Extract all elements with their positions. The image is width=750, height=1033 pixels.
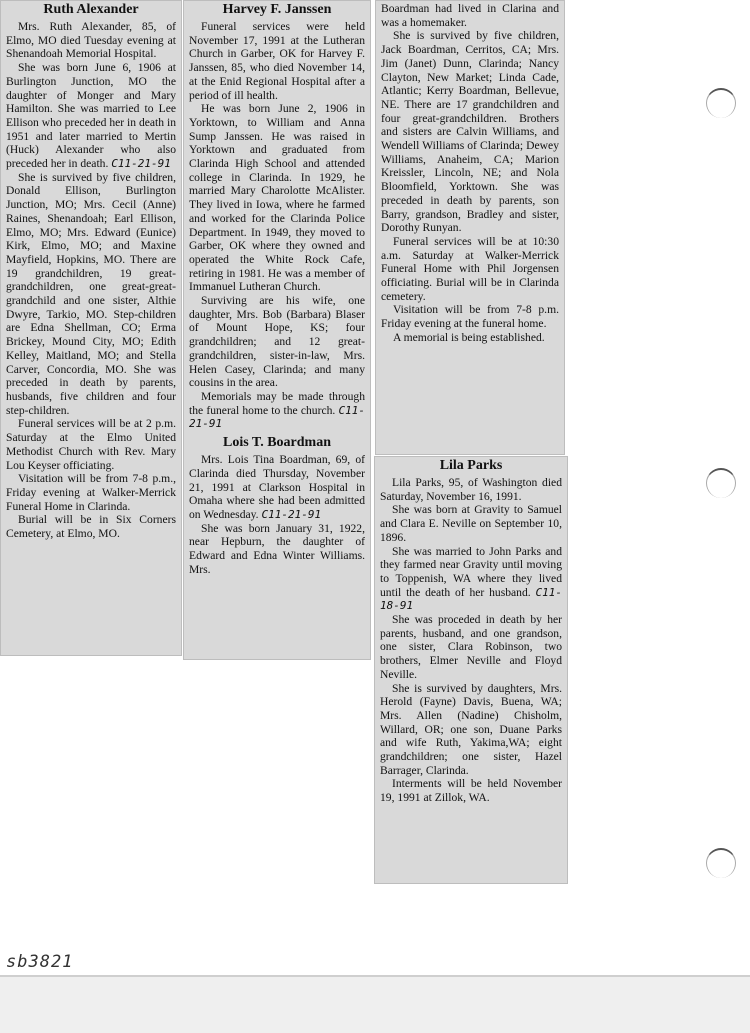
obituary-paragraph: She is survived by daughters, Mrs. Herold (Fayne) Davis, Buena, WA; Mrs. Allen (Nadine) Chisholm, Willard, OR; one son, Duane Parks and wife Ruth, Yakima,WA; eight grandchildren; one sister, Hazel Barrager, Clarinda.: [380, 681, 562, 777]
obituary-paragraph: [6, 61, 176, 171]
obituary-title: Ruth Alexander: [43, 2, 139, 17]
obituary-ruth-alexander: [0, 0, 182, 656]
obituary-lila-parks: [374, 456, 568, 884]
obituary-paragraph: Mrs. Ruth Alexander, 85, of Elmo, MO died Tuesday evening at Shenandoah Memorial Hospital.: [6, 20, 176, 61]
obituary-paragraph: She was born January 31, 1922, near Hepburn, the daughter of Edward and Edna Winter Williams. Mrs.: [189, 521, 365, 576]
obituary-paragraph: Surviving are his wife, one daughter, Mrs. Bob (Barbara) Blaser of Mount Hope, KS; four grandchildren; and 12 great-grandchildren, sister-in-law, Mrs. Helen Casey, Clarinda; and many cousins in the area.: [189, 294, 365, 390]
obituary-paragraph: Funeral services were held November 17, 1991 at the Lutheran Church in Garber, OK for Harvey F. Janssen, 85, who died November 14, at the Enid Regional Hospital after a period of ill health.: [189, 20, 365, 102]
obituary-paragraph: Funeral services will be at 2 p.m. Saturday at the Elmo United Methodist Church with Rev. Mary Lou Keyser officiating.: [6, 417, 176, 472]
handwritten-date-note: C11-21-91: [189, 403, 365, 431]
obituary-paragraph: She is survived by five children, Donald Ellison, Burlington Junction, MO; Mrs. Cecil (Anne) Raines, Shenandoah; Earl Ellison, Elmo, MO; Mrs. Edward (Eunice) Kirk, Elmo, MO; and Maxine Mayfield, Hopkins, MO. There are 19 grandchildren, 19 great-grandchildren, one great-great-grandchild and one sister, Althie Dwyre, Tarkio, MO. Step-children are Edna Shellman, CO; Erma Brickey, Mound City, MO; Edith Kelley, Maitland, MO; and Stella Carver, Concordia, MO. She was preceded in death by parents, husbands, five children and four step-children.: [6, 170, 176, 417]
obituary-title: Lois T. Boardman: [222, 435, 331, 451]
obituary-harvey-janssen: [183, 0, 371, 660]
obituary-paragraph: [189, 453, 365, 522]
obituary-paragraph: Visitation will be from 7-8 p.m., Friday evening at Walker-Merrick Funeral Home in Clarinda.: [6, 472, 176, 513]
obituary-paragraph: A memorial is being established.: [393, 330, 545, 344]
obituary-text: She was born June 6, 1906 at Burlington Junction, MO the daughter of Monger and Mary Hamilton. She was married to Lee Ellison who preceded her in death in 1951 and later married to Mertin (Huck) Alexander who also preceded her in death.: [6, 61, 176, 171]
obituary-paragraph: He was born June 2, 1906 in Yorktown, to William and Anna Sump Janssen. He was raised in Yorktown and graduated from Clarinda High School and attended college in Clarinda. In 1929, he married Mary Charolotte McAlister. They lived in Iowa, where he farmed and worked for the Clarinda Police Department. In 1949, they moved to Garber, OK where they owned and operated the White Rock Cafe, retiring in 1981. He was a member of Immanuel Lutheran Church.: [189, 102, 365, 294]
obituary-paragraph: She was proceded in death by her parents, husband, and one grandson, one sister, Clara Robinson, two brothers, Elmer Neville and Floyd Neville.: [380, 613, 562, 681]
obituary-paragraph: Boardman had lived in Clarina and was a homemaker.: [381, 2, 559, 29]
punch-hole: [706, 468, 736, 498]
obituary-paragraph: [380, 545, 562, 614]
handwritten-date-note: C11-21-91: [111, 157, 171, 171]
obituary-title: Harvey F. Janssen: [222, 2, 332, 17]
punch-hole: [706, 88, 736, 118]
handwritten-date-note: C11-21-91: [261, 507, 322, 521]
handwritten-date-note: C11-18-91: [380, 585, 562, 613]
obituary-paragraph: Visitation will be from 7-8 p.m. Friday evening at the funeral home.: [381, 303, 559, 331]
page-bottom-margin: [0, 977, 750, 1033]
obituary-title: Lila Parks: [439, 458, 503, 473]
archive-id-label: sb3821: [6, 952, 74, 972]
obituary-paragraph: Interments will be held November 19, 1991 at Zillok, WA.: [380, 777, 562, 805]
obituary-lois-boardman-continued: [375, 0, 565, 455]
obituary-paragraph: [189, 390, 365, 431]
obituary-text: She was married to John Parks and they farmed near Gravity until moving to Toppenish, WA where they lived until the death of her husband.: [380, 544, 562, 599]
obituary-paragraph: She is survived by five children, Jack Boardman, Cerritos, CA; Mrs. Jim (Janet) Dunn, Clarinda; Nancy Clayton, New Market; Linda Cade, Atlantic; Kerry Boardman, Bellevue, NE. There are 17 grandchildren and four great-grandchildren. Brothers and sisters are Calvin Williams, and Wendell Williams of Clarinda; Dewey Williams, Anaheim, CA; Marion Kreissler, Lincoln, NE; and Nola Bloomfield, Yorktown. She was preceded in death by parents, son Barry, grandson, Bradley and sister, Dorothy Runyan.: [381, 29, 559, 235]
obituary-paragraph: Burial will be in Six Corners Cemetery, at Elmo, MO.: [6, 513, 176, 541]
punch-hole: [706, 848, 736, 878]
obituary-text: Mrs. Lois Tina Boardman, 69, of Clarinda died Thursday, November 21, 1991 at Clarkson Hospital in Omaha where she had been admitted on Wednesday.: [189, 453, 365, 521]
obituary-paragraph: She was born at Gravity to Samuel and Clara E. Neville on September 10, 1896.: [380, 503, 562, 544]
obituary-text: Memorials may be made through the funeral home to the church.: [189, 389, 365, 417]
obituary-paragraph: Lila Parks, 95, of Washington died Saturday, November 16, 1991.: [380, 476, 562, 503]
obituary-paragraph: Funeral services will be at 10:30 a.m. Saturday at Walker-Merrick Funeral Home with Phil Jorgensen officiating. Burial will be in Clarinda cemetery.: [381, 234, 559, 303]
